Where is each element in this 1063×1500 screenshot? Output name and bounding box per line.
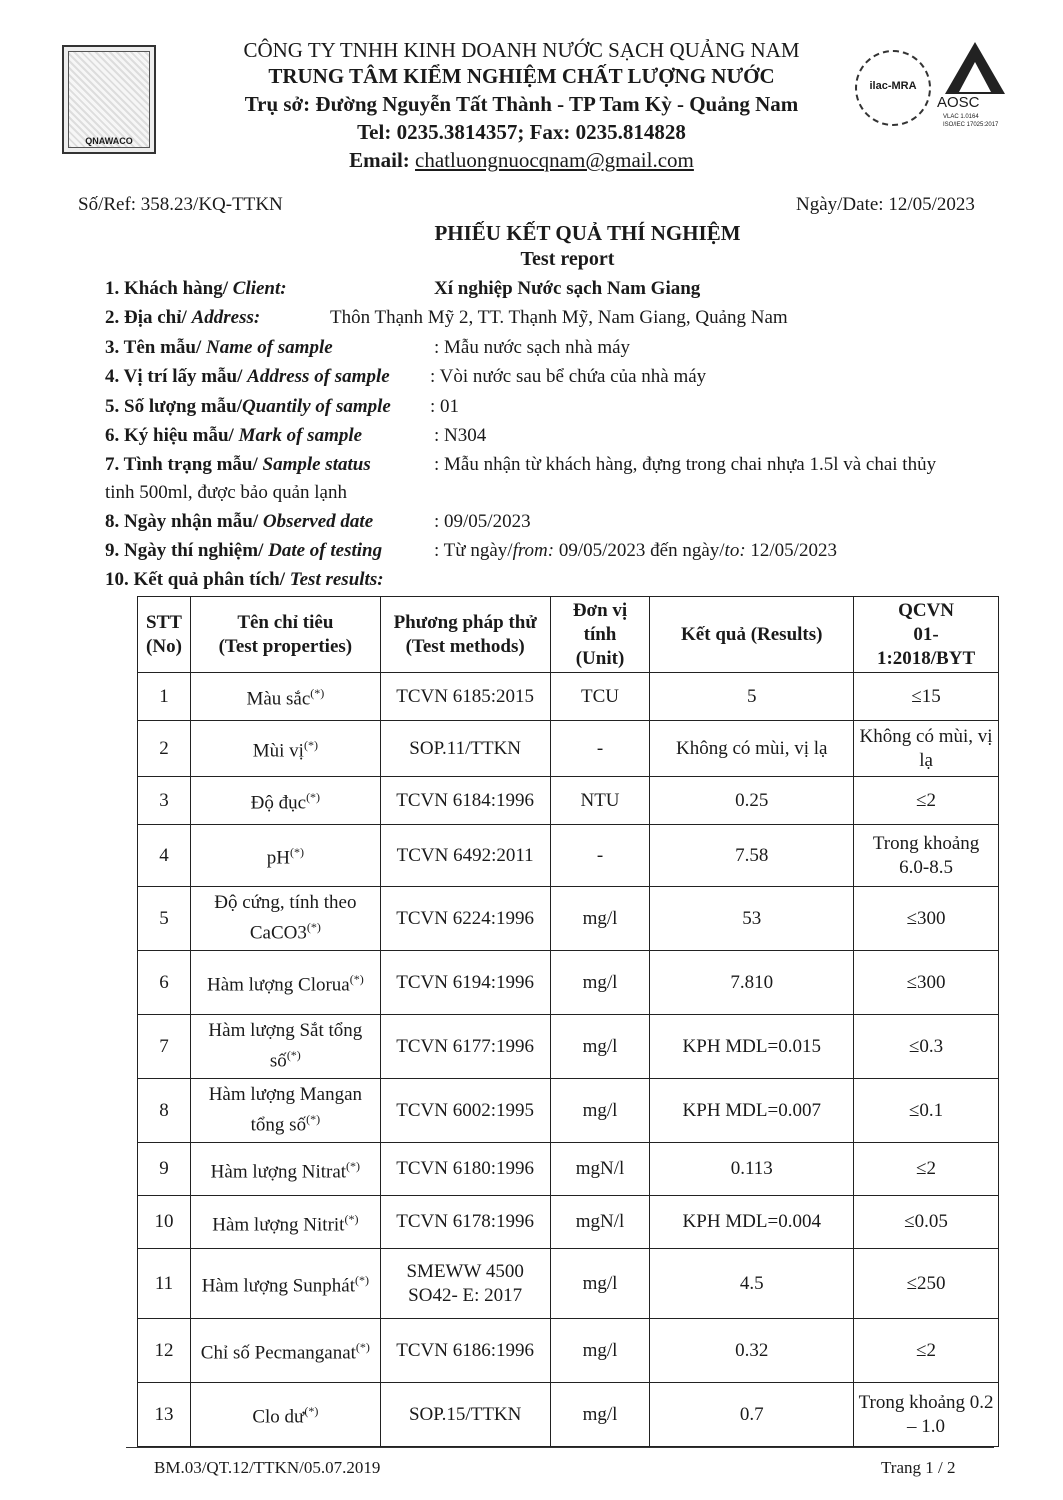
sample-address-value: : Vòi nước sau bể chứa của nhà máy: [430, 366, 707, 387]
sample-name-value: : Mẫu nước sạch nhà máy: [434, 337, 631, 358]
cell-result: 0.113: [650, 1143, 854, 1196]
aosc-logo-subtext: VLAC 1.0164 ISO/IEC 17025:2017: [943, 114, 999, 128]
cell-no: 6: [138, 951, 191, 1015]
cell-property: Hàm lượng Sắt tổng số(*): [190, 1015, 380, 1079]
cell-method: TCVN 6002:1995: [380, 1079, 550, 1143]
col-header-no: STT (No): [138, 597, 191, 673]
address-value: Thôn Thạnh Mỹ 2, TT. Thạnh Mỹ, Nam Giang, Quảng Nam: [330, 307, 788, 328]
observed-date-value: : 09/05/2023: [434, 511, 531, 532]
ilac-logo-text: ilac-MRA: [869, 80, 917, 92]
cell-result: 53: [650, 887, 854, 951]
contact-email: [0, 148, 1053, 173]
cell-no: 2: [138, 721, 191, 777]
status-value-cont: tinh 500ml, được bảo quản lạnh: [105, 482, 347, 503]
cell-no: 11: [138, 1249, 191, 1319]
form-code: BM.03/QT.12/TTKN/05.07.2019: [154, 1458, 381, 1477]
cell-property: Hàm lượng Mangan tổng số(*): [190, 1079, 380, 1143]
cell-unit: mg/l: [550, 1079, 650, 1143]
cell-result: Không có mùi, vị lạ: [650, 721, 854, 777]
cell-unit: mg/l: [550, 1319, 650, 1383]
cell-no: 10: [138, 1196, 191, 1249]
cell-method: SOP.15/TTKN: [380, 1383, 550, 1447]
cell-unit: mgN/l: [550, 1196, 650, 1249]
cell-result: 0.32: [650, 1319, 854, 1383]
cell-result: KPH MDL=0.007: [650, 1079, 854, 1143]
cell-unit: NTU: [550, 777, 650, 825]
cell-unit: mg/l: [550, 951, 650, 1015]
cell-property: Màu sắc(*): [190, 673, 380, 721]
col-header-qcvn: QCVN 01- 1:2018/BYT: [854, 597, 999, 673]
cell-result: 7.58: [650, 825, 854, 887]
cell-no: 13: [138, 1383, 191, 1447]
cell-method: TCVN 6224:1996: [380, 887, 550, 951]
cell-result: 0.25: [650, 777, 854, 825]
logo-brand-text: QNAWACO: [85, 136, 133, 146]
testing-date-label: 9. Ngày thí nghiệm/ Date of testing: [105, 540, 383, 561]
cell-property: Mùi vị(*): [190, 721, 380, 777]
cell-qcvn: Trong khoảng 0.2 – 1.0: [854, 1383, 999, 1447]
col-header-method: Phương pháp thử (Test methods): [380, 597, 550, 673]
quantity-label: 5. Số lượng mẫu/Quantily of sample: [105, 396, 391, 417]
cell-method: TCVN 6184:1996: [380, 777, 550, 825]
cell-result: 7.810: [650, 951, 854, 1015]
cell-property: pH(*): [190, 825, 380, 887]
cell-qcvn: ≤2: [854, 1143, 999, 1196]
cell-unit: mg/l: [550, 1383, 650, 1447]
center-name: TRUNG TÂM KIỂM NGHIỆM CHẤT LƯỢNG NƯỚC: [268, 64, 775, 88]
cell-property: Clo dư(*): [190, 1383, 380, 1447]
testing-date-value: : Từ ngày/from: 09/05/2023 đến ngày/to: 12/05/2023: [434, 540, 837, 561]
status-label: 7. Tình trạng mẫu/ Sample status: [105, 454, 371, 475]
cell-property: Độ đục(*): [190, 777, 380, 825]
footer-divider: [126, 1447, 994, 1448]
cell-method: SMEWW 4500 SO42- E: 2017: [380, 1249, 550, 1319]
cell-qcvn: ≤300: [854, 887, 999, 951]
col-header-unit: Đơn vị tính (Unit): [550, 597, 650, 673]
table-row: [138, 721, 999, 777]
cell-unit: mg/l: [550, 1249, 650, 1319]
table-row: [138, 1015, 999, 1079]
status-value: : Mẫu nhận từ khách hàng, đựng trong chai nhựa 1.5l và chai thủy: [434, 454, 937, 475]
table-row: [138, 951, 999, 1015]
cell-no: 8: [138, 1079, 191, 1143]
table-row: [138, 1079, 999, 1143]
cell-no: 1: [138, 673, 191, 721]
cell-result: 0.7: [650, 1383, 854, 1447]
email-label: Email:: [349, 148, 416, 172]
email-link[interactable]: chatluongnuocqnam@gmail.com: [415, 148, 694, 172]
cell-method: TCVN 6180:1996: [380, 1143, 550, 1196]
page-number: Trang 1 / 2: [881, 1458, 956, 1477]
col-header-property: Tên chỉ tiêu (Test properties): [190, 597, 380, 673]
cell-property: Hàm lượng Nitrit(*): [190, 1196, 380, 1249]
table-row: [138, 1143, 999, 1196]
cell-qcvn: ≤15: [854, 673, 999, 721]
cell-qcvn: ≤300: [854, 951, 999, 1015]
sample-name-label: 3. Tên mẫu/ Name of sample: [105, 337, 333, 358]
observed-date-label: 8. Ngày nhận mẫu/ Observed date: [105, 511, 374, 532]
cell-property: Hàm lượng Clorua(*): [190, 951, 380, 1015]
company-name: CÔNG TY TNHH KINH DOANH NƯỚC SẠCH QUẢNG NAM: [243, 38, 800, 62]
cell-unit: -: [550, 721, 650, 777]
cell-unit: mgN/l: [550, 1143, 650, 1196]
cell-property: Hàm lượng Sunphát(*): [190, 1249, 380, 1319]
cell-unit: -: [550, 825, 650, 887]
cell-method: TCVN 6194:1996: [380, 951, 550, 1015]
cell-qcvn: Không có mùi, vị lạ: [854, 721, 999, 777]
cell-method: TCVN 6177:1996: [380, 1015, 550, 1079]
quantity-value: : 01: [430, 396, 460, 417]
col-header-result: Kết quả (Results): [650, 597, 854, 673]
cell-property: Chỉ số Pecmanganat(*): [190, 1319, 380, 1383]
mark-label: 6. Ký hiệu mẫu/ Mark of sample: [105, 425, 363, 446]
cell-no: 12: [138, 1319, 191, 1383]
table-header-row: [138, 597, 999, 673]
table-row: [138, 887, 999, 951]
cell-method: TCVN 6185:2015: [380, 673, 550, 721]
cell-result: KPH MDL=0.004: [650, 1196, 854, 1249]
report-date: Ngày/Date: 12/05/2023: [796, 194, 975, 215]
cell-qcvn: ≤0.3: [854, 1015, 999, 1079]
cell-method: TCVN 6178:1996: [380, 1196, 550, 1249]
cell-property: Độ cứng, tính theo CaCO3(*): [190, 887, 380, 951]
head-office-address: Trụ sở: Đường Nguyễn Tất Thành - TP Tam Kỳ - Quảng Nam: [244, 92, 799, 116]
sample-address-label: 4. Vị trí lấy mẫu/ Address of sample: [105, 366, 390, 387]
cell-qcvn: ≤0.05: [854, 1196, 999, 1249]
table-row: [138, 1249, 999, 1319]
cell-qcvn: ≤250: [854, 1249, 999, 1319]
cell-result: 4.5: [650, 1249, 854, 1319]
cell-result: 5: [650, 673, 854, 721]
cell-unit: TCU: [550, 673, 650, 721]
cell-no: 3: [138, 777, 191, 825]
table-row: [138, 1196, 999, 1249]
cell-no: 5: [138, 887, 191, 951]
table-row: [138, 777, 999, 825]
reference-number: Số/Ref: 358.23/KQ-TTKN: [78, 194, 283, 215]
cell-qcvn: ≤0.1: [854, 1079, 999, 1143]
cell-method: SOP.11/TTKN: [380, 721, 550, 777]
client-label: 1. Khách hàng/ Client:: [105, 278, 287, 299]
results-table: [137, 596, 999, 1447]
cell-qcvn: ≤2: [854, 777, 999, 825]
cell-unit: mg/l: [550, 887, 650, 951]
cell-qcvn: ≤2: [854, 1319, 999, 1383]
aosc-logo-text: AOSC: [937, 94, 980, 111]
table-row: [138, 673, 999, 721]
table-row: [138, 1383, 999, 1447]
cell-no: 9: [138, 1143, 191, 1196]
report-subtitle: Test report: [520, 248, 615, 270]
cell-property: Hàm lượng Nitrat(*): [190, 1143, 380, 1196]
cell-qcvn: Trong khoảng 6.0-8.5: [854, 825, 999, 887]
results-label: 10. Kết quả phân tích/ Test results:: [105, 569, 384, 590]
cell-result: KPH MDL=0.015: [650, 1015, 854, 1079]
contact-phone: Tel: 0235.3814357; Fax: 0235.814828: [357, 120, 686, 144]
cell-unit: mg/l: [550, 1015, 650, 1079]
cell-method: TCVN 6492:2011: [380, 825, 550, 887]
mark-value: : N304: [434, 425, 487, 446]
report-title: PHIẾU KẾT QUẢ THÍ NGHIỆM: [434, 221, 741, 245]
address-label: 2. Địa chỉ/ Address:: [105, 307, 261, 328]
table-row: [138, 1319, 999, 1383]
table-row: [138, 825, 999, 887]
cell-no: 7: [138, 1015, 191, 1079]
client-value: Xí nghiệp Nước sạch Nam Giang: [434, 278, 701, 299]
cell-no: 4: [138, 825, 191, 887]
cell-method: TCVN 6186:1996: [380, 1319, 550, 1383]
